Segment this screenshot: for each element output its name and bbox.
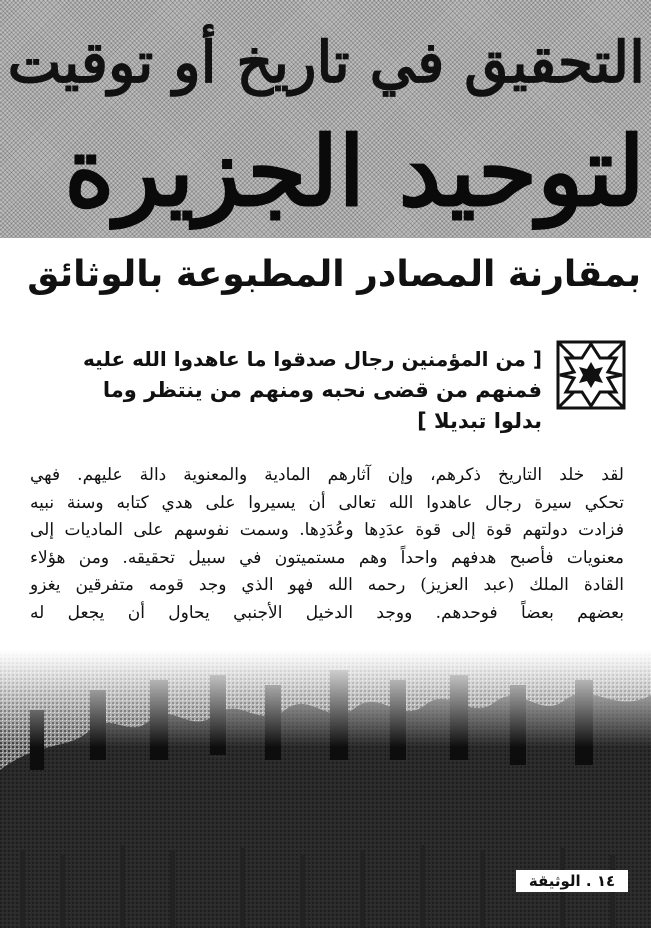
body-line: تحكي سيرة رجال عاهدوا الله تعالى أن يسيروا على هدي كتابه وسنة نبيه xyxy=(30,492,624,513)
body-line: فزادت دولتهم قوة إلى قوة عدَدِها وعُدَدِها. وسمت نفوسهم على الماديات إلى xyxy=(30,520,624,540)
body-line: لقد خلد التاريخ ذكرهم، وإن آثارهم المادية والمعنوية دالة عليهم. فهي xyxy=(30,465,624,485)
body-line: معنويات فأصبح هدفهم واحداً وهم مستميتون في سبيل تحقيقه. ومن هؤلاء xyxy=(30,547,624,568)
quote-line: فمنهم من قضى نحبه ومنهم من ينتظر وما xyxy=(102,378,542,402)
page-title-line-1: التحقيق في تاريخ أو توقيت xyxy=(7,29,645,96)
body-line: بعضهم بعضاً فوحدهم. ووجد الدخيل الأجنبي يحاول أن يجعل له xyxy=(30,602,624,623)
page-number-label: ١٤ . الوثيقة xyxy=(516,870,628,892)
page-subtitle: بمقارنة المصادر المطبوعة بالوثائق xyxy=(27,254,641,295)
article-body xyxy=(30,462,624,627)
page-title-line-2: لتوحيد الجزيرة xyxy=(64,115,645,228)
body-line: القادة الملك (عبد العزيز) رحمه الله فهو الذي وجد قومه متفرقين يغزو xyxy=(30,575,624,595)
quote-line: [ من المؤمنين رجال صدقوا ما عاهدوا الله عليه xyxy=(83,347,542,371)
title-banner xyxy=(0,0,651,238)
quran-verse-quote xyxy=(62,344,542,437)
islamic-star-ornament-icon xyxy=(554,338,628,412)
quote-line: بدلوا تبديلا ] xyxy=(417,409,542,433)
